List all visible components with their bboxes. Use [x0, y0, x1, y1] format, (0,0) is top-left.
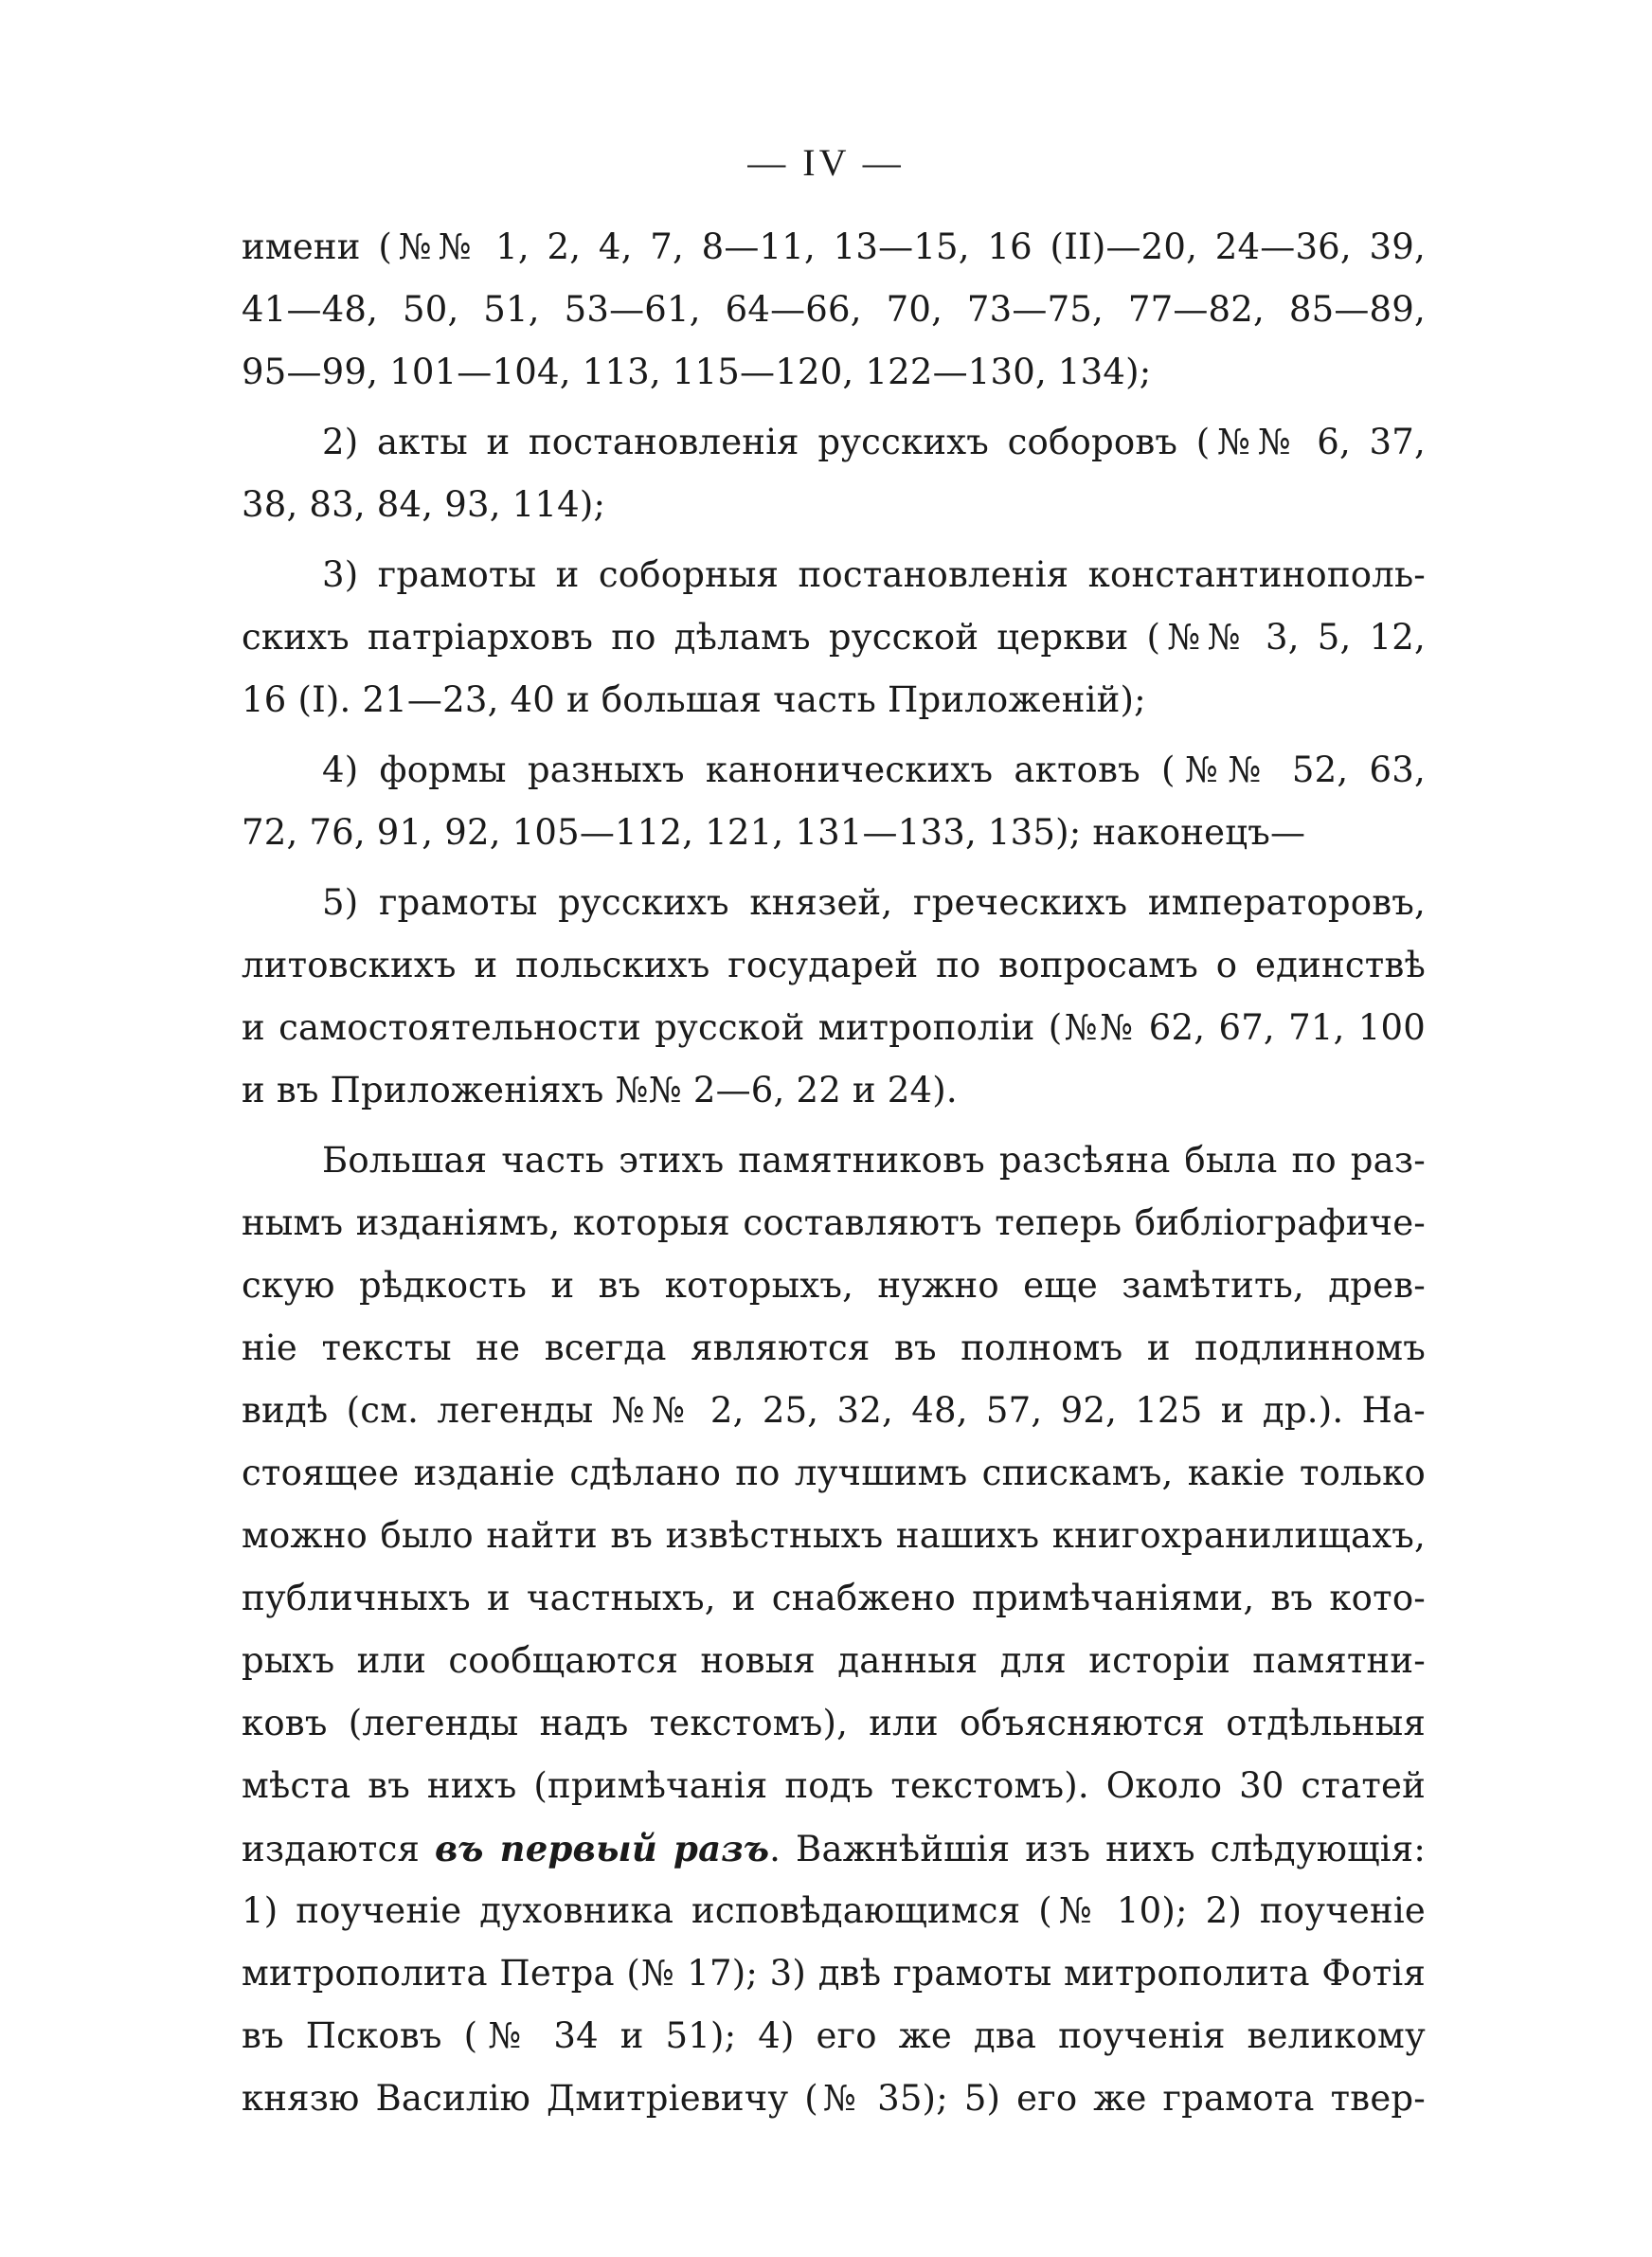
enum-paragraph — [242, 739, 1426, 864]
text-line: публичныхъ и частныхъ, и снабжено примѣчаніями, въ кото- — [242, 1578, 1426, 1618]
text-line: 4) формы разныхъ каноническихъ актовъ (№№ 52, 63, — [322, 749, 1426, 790]
text-line: ніе тексты не всегда являются въ полномъ и подлинномъ — [242, 1327, 1426, 1368]
page-header: — IV — — [747, 141, 905, 184]
enum-paragraph — [242, 216, 1426, 404]
text-line: митрополита Петра (№ 17); 3) двѣ грамоты митрополита Фотія — [242, 1953, 1426, 1994]
enum-paragraph — [242, 411, 1426, 536]
text-line: скихъ патріарховъ по дѣламъ русской церкви (№№ 3, 5, 12, — [242, 617, 1426, 658]
text-line: видѣ (см. легенды №№ 2, 25, 32, 48, 57, 92, 125 и др.). На- — [242, 1390, 1426, 1431]
text-line: рыхъ или сообщаются новыя данныя для исторіи памятни- — [242, 1640, 1426, 1681]
emph-pre: издаются — [242, 1829, 435, 1869]
text-line: въ Псковъ (№ 34 и 51); 4) его же два поученія великому — [242, 2015, 1426, 2056]
text-line: мѣста въ нихъ (примѣчанія подъ текстомъ). Около 30 статей — [242, 1765, 1426, 1806]
main-paragraph — [242, 1129, 1426, 2130]
text-line: князю Василію Дмитріевичу (№ 35); 5) его же грамота твер- — [242, 2078, 1426, 2119]
text-line: Большая часть этихъ памятниковъ разсѣяна была по раз- — [322, 1140, 1426, 1181]
enum-paragraph — [242, 872, 1426, 1122]
text-line: 38, 83, 84, 93, 114); — [242, 484, 606, 525]
body-text — [242, 216, 1426, 2130]
text-line: 3) грамоты и соборныя постановленія константинополь- — [322, 554, 1426, 595]
text-line: литовскихъ и польскихъ государей по вопросамъ о единствѣ — [242, 945, 1426, 985]
text-line: 2) акты и постановленія русскихъ соборовъ (№№ 6, 37, — [322, 422, 1426, 462]
text-line: 95—99, 101—104, 113, 115—120, 122—130, 134); — [242, 352, 1152, 392]
text-line: можно было найти въ извѣстныхъ нашихъ книгохранилищахъ, — [242, 1515, 1426, 1556]
text-line: и самостоятельности русской митрополіи (№№ 62, 67, 71, 100 — [242, 1007, 1426, 1048]
text-line: 5) грамоты русскихъ князей, греческихъ императоровъ, — [322, 882, 1426, 923]
enumeration-list — [242, 216, 1426, 1129]
text-line: скую рѣдкость и въ которыхъ, нужно еще замѣтить, древ- — [242, 1265, 1426, 1306]
text-line: и въ Приложеніяхъ №№ 2—6, 22 и 24). — [242, 1070, 958, 1110]
text-line: 72, 76, 91, 92, 105—112, 121, 131—133, 135); наконецъ— — [242, 812, 1306, 853]
text-line: 41—48, 50, 51, 53—61, 64—66, 70, 73—75, 77—82, 85—89, — [242, 289, 1426, 330]
text-line: 1) поученіе духовника исповѣдающимся (№ 10); 2) поученіе — [242, 1890, 1426, 1931]
text-line: стоящее изданіе сдѣлано по лучшимъ спискамъ, какіе только — [242, 1453, 1426, 1493]
text-line-emphasis — [242, 1817, 1426, 1880]
emph-post: . Важнѣйшія изъ нихъ слѣдующія: — [769, 1829, 1426, 1869]
emphasized-phrase: въ первый разъ — [434, 1828, 770, 1869]
text-line: ковъ (легенды надъ текстомъ), или объясняются отдѣльныя — [242, 1703, 1426, 1743]
enum-paragraph — [242, 544, 1426, 731]
text-line: имени (№№ 1, 2, 4, 7, 8—11, 13—15, 16 (II)—20, 24—36, 39, — [242, 226, 1426, 267]
text-line: 16 (I). 21—23, 40 и большая часть Приложеній); — [242, 679, 1146, 720]
text-line: нымъ изданіямъ, которыя составляютъ теперь библіографиче- — [242, 1202, 1426, 1243]
